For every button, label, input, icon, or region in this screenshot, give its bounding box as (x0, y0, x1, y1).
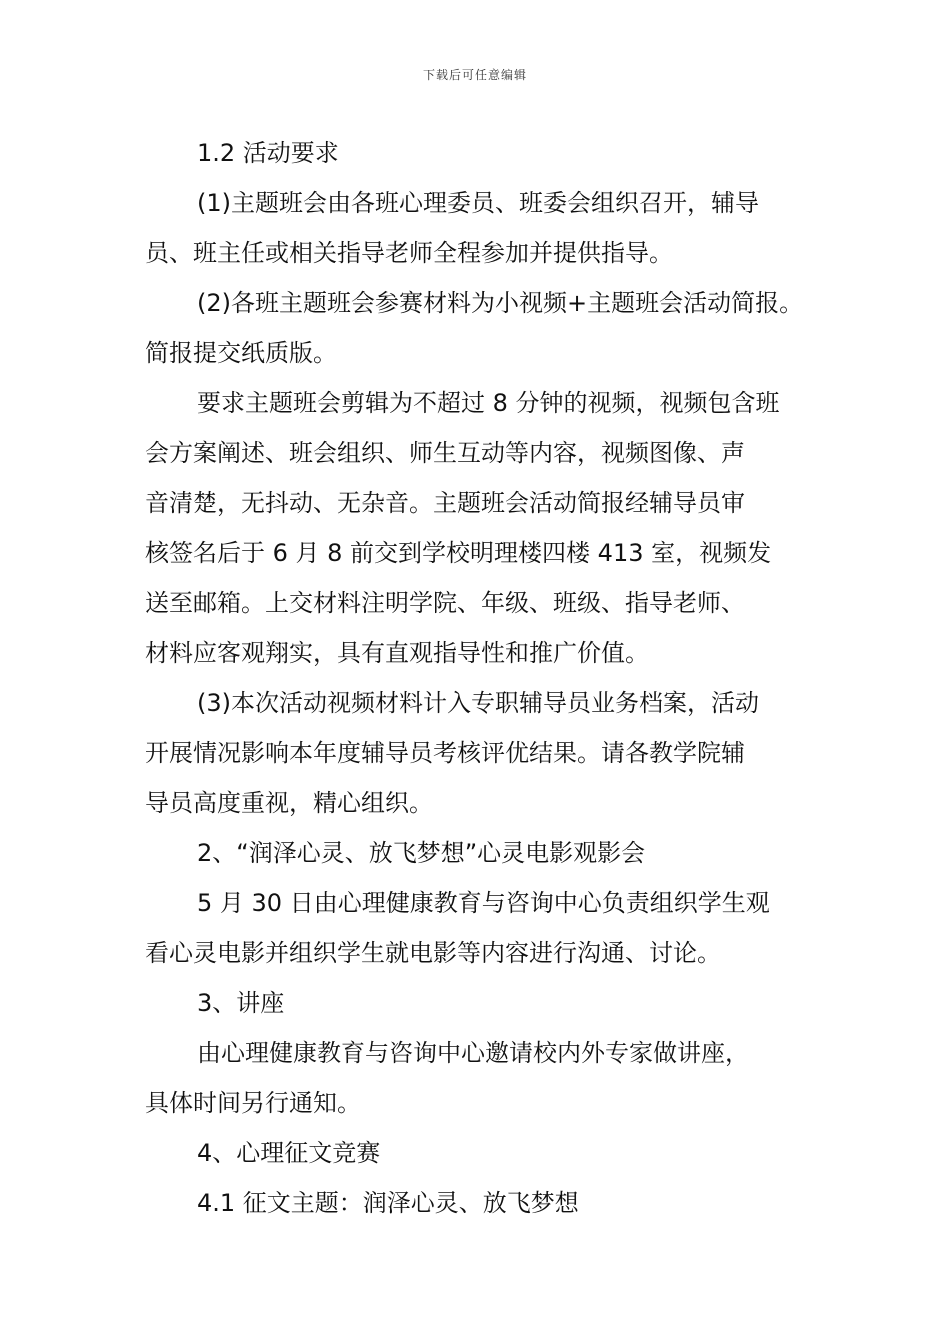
document-body (145, 128, 835, 1228)
text-line: 要求主题班会剪辑为不超过 8 分钟的视频，视频包含班 (197, 389, 780, 417)
text-line: 会方案阐述、班会组织、师生互动等内容，视频图像、声 (145, 439, 745, 467)
text-line: (1)主题班会由各班心理委员、班委会组织召开，辅导 (197, 189, 759, 217)
text-line: 核签名后于 6 月 8 前交到学校明理楼四楼 413 室，视频发 (145, 539, 772, 567)
text-line: 开展情况影响本年度辅导员考核评优结果。请各教学院辅 (145, 739, 745, 767)
text-line: 具体时间另行通知。 (145, 1089, 361, 1117)
text-line: 送至邮箱。上交材料注明学院、年级、班级、指导老师、 (145, 589, 745, 617)
text-line: 1.2 活动要求 (197, 139, 339, 167)
text-line: 材料应客观翔实，具有直观指导性和推广价值。 (145, 639, 649, 667)
text-line: 看心灵电影并组织学生就电影等内容进行沟通、讨论。 (145, 939, 721, 967)
text-line: 由心理健康教育与咨询中心邀请校内外专家做讲座， (197, 1039, 749, 1067)
page-header: 下载后可任意编辑 (422, 68, 527, 82)
text-line: 员、班主任或相关指导老师全程参加并提供指导。 (145, 239, 673, 267)
text-line: (3)本次活动视频材料计入专职辅导员业务档案，活动 (197, 689, 759, 717)
text-line: 3、讲座 (197, 989, 285, 1017)
text-line: 音清楚，无抖动、无杂音。主题班会活动简报经辅导员审 (145, 489, 745, 517)
text-line: 4、心理征文竞赛 (197, 1139, 381, 1167)
text-line: 2、“润泽心灵、放飞梦想”心灵电影观影会 (197, 839, 646, 867)
text-line: (2)各班主题班会参赛材料为小视频+主题班会活动简报。 (197, 289, 804, 317)
text-line: 4.1 征文主题：润泽心灵、放飞梦想 (197, 1189, 579, 1217)
text-line: 简报提交纸质版。 (145, 339, 337, 367)
text-line: 导员高度重视，精心组织。 (145, 789, 433, 817)
text-line: 5 月 30 日由心理健康教育与咨询中心负责组织学生观 (197, 889, 770, 917)
